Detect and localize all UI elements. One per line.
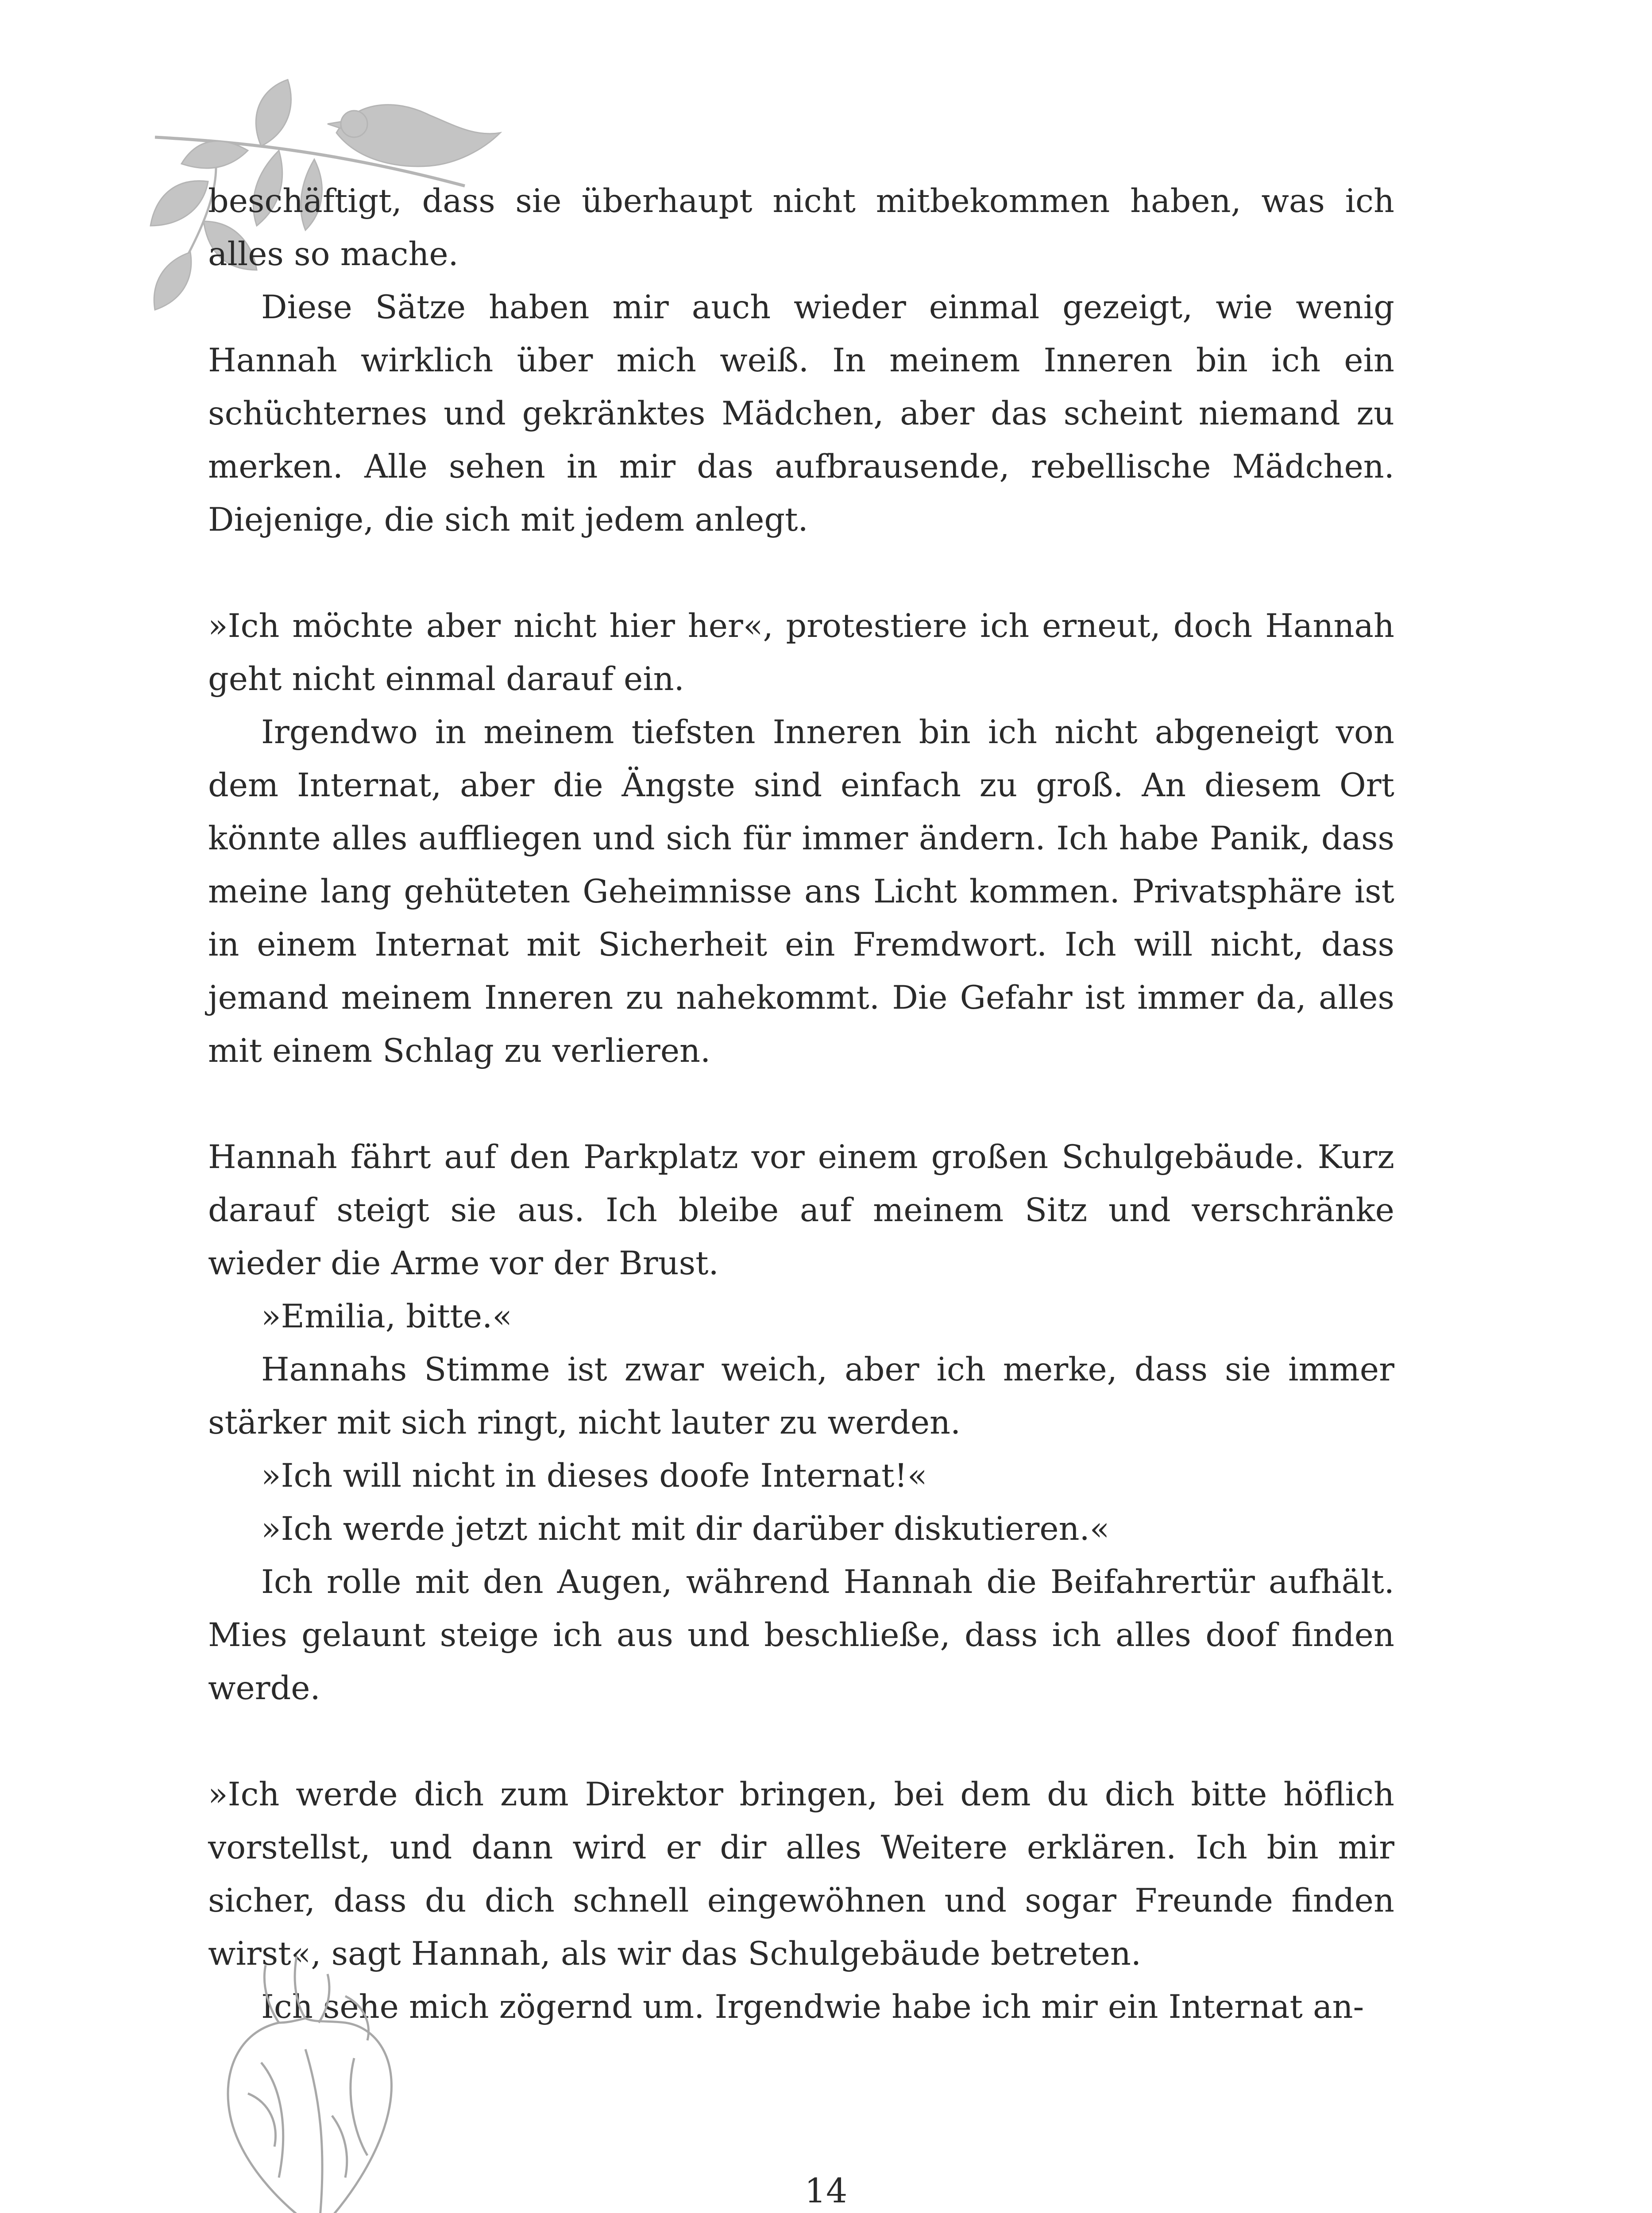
paragraph: Hannah fährt auf den Parkplatz vor einem großen Schulgebäude. Kurz darauf steigt sie aus. Ich bleibe auf meinem Sitz und verschränke wieder die Arme vor der Brust. [208,1138,1394,1282]
paragraph: Ich rolle mit den Augen, während Hannah die Beifahrertür aufhält. Mies gelaunt steige ich aus und beschließe, dass ich alles doof finden werde. [208,1563,1394,1707]
paragraph: »Ich werde jetzt nicht mit dir darüber diskutieren.« [261,1510,1110,1548]
paragraph: »Ich werde dich zum Direktor bringen, bei dem du dich bitte höflich vorstellst, und dann wird er dir alles Weitere erklären. Ich bin mir sicher, dass du dich schnell eingewöhnen und sogar Freunde finden wirst«, sagt Hannah, als wir das Schulgebäude betreten. [208,1776,1394,1973]
paragraph: Irgendwo in meinem tiefsten Inneren bin ich nicht abgeneigt von dem Internat, aber die Ängste sind einfach zu groß. An diesem Ort könnte alles auffliegen und sich für immer ändern. Ich habe Panik, dass meine lang gehüteten Geheimnisse ans Licht kommen. Privatsphäre ist in einem Internat mit Sicherheit ein Fremdwort. Ich will nicht, dass jemand meinem Inneren zu nahekommt. Die Gefahr ist immer da, alles mit einem Schlag zu verlieren. [208,713,1394,1070]
paragraph: »Ich möchte aber nicht hier her«, protestiere ich erneut, doch Hannah geht nicht einmal darauf ein. [208,607,1394,698]
paragraph: Hannahs Stimme ist zwar weich, aber ich merke, dass sie immer stärker mit sich ringt, nicht lauter zu werden. [208,1351,1394,1442]
paragraph: »Ich will nicht in dieses doofe Internat!« [261,1457,927,1495]
paragraph: beschäftigt, dass sie überhaupt nicht mitbekommen haben, was ich alles so mache. [208,182,1394,273]
page-number: 14 [804,2171,848,2210]
paragraph: Ich sehe mich zögernd um. Irgendwie habe ich mir ein Internat an- [261,1988,1364,2026]
body-text [208,175,1394,2034]
paragraph: Diese Sätze haben mir auch wieder einmal gezeigt, wie wenig Hannah wirklich über mich weiß. In meinem Inneren bin ich ein schüchternes und gekränktes Mädchen, aber das scheint niemand zu merken. Alle sehen in mir das aufbrausende, rebellische Mädchen. Diejenige, die sich mit jedem anlegt. [208,289,1394,539]
paragraph: »Emilia, bitte.« [261,1298,512,1335]
